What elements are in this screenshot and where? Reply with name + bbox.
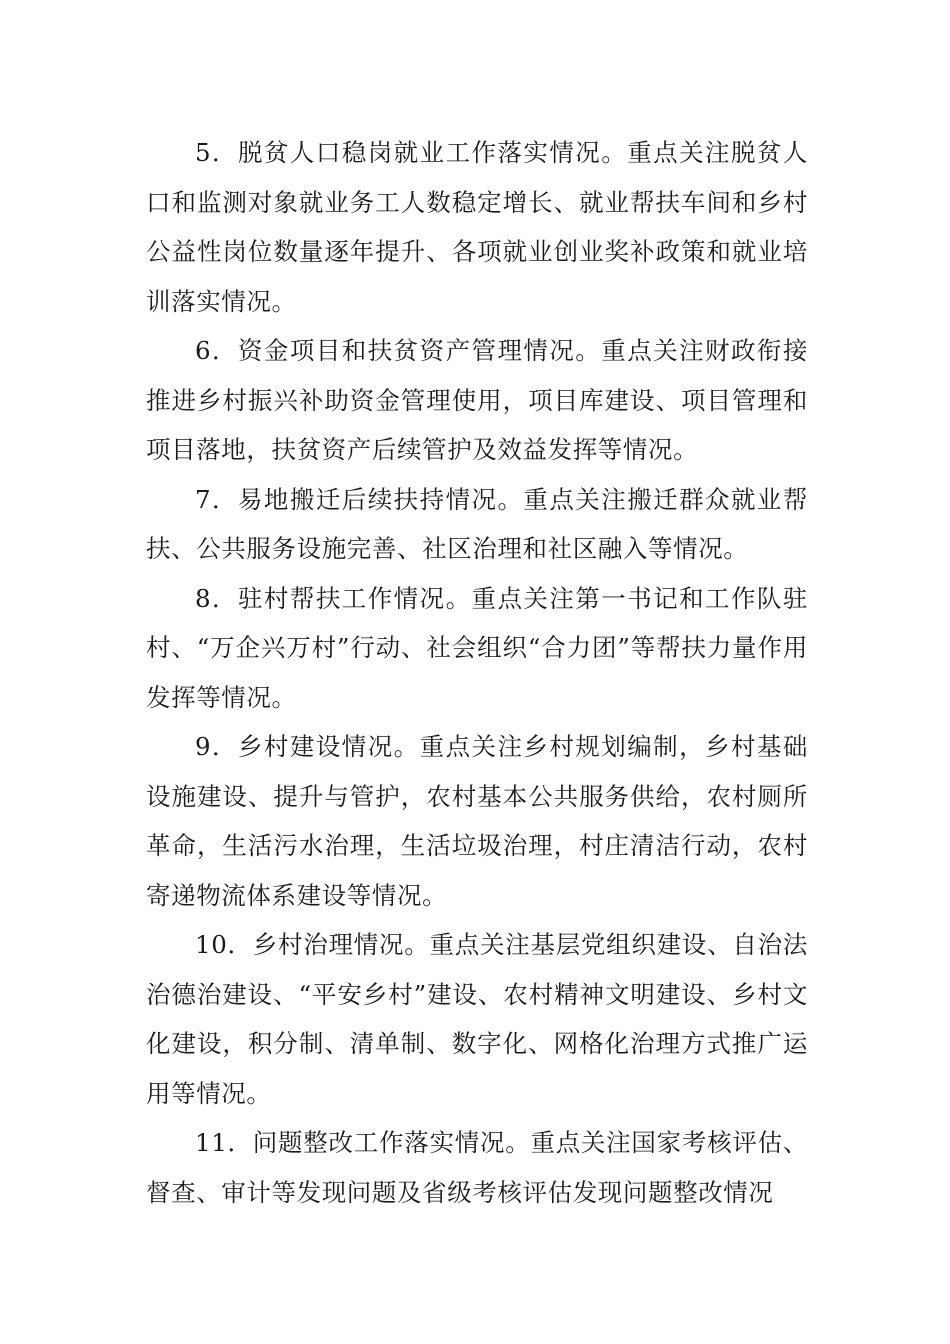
paragraph-item-8: 8．驻村帮扶工作情况。重点关注第一书记和工作队驻村、“万企兴万村”行动、社会组织“合力团”等帮扶力量作用发挥等情况。	[146, 583, 808, 712]
paragraph-item-7: 7．易地搬迁后续扶持情况。重点关注搬迁群众就业帮扶、公共服务设施完善、社区治理和社区融入等情况。	[146, 484, 808, 563]
paragraph-item-5: 5．脱贫人口稳岗就业工作落实情况。重点关注脱贫人口和监测对象就业务工人数稳定增长、就业帮扶车间和乡村公益性岗位数量逐年提升、各项就业创业奖补政策和就业培训落实情况。	[146, 138, 808, 316]
paragraph-item-9: 9．乡村建设情况。重点关注乡村规划编制，乡村基础设施建设、提升与管护，农村基本公共服务供给，农村厕所革命，生活污水治理，生活垃圾治理，村庄清洁行动，农村寄递物流体系建设等情况。	[146, 732, 808, 910]
paragraph-item-6: 6．资金项目和扶贫资产管理情况。重点关注财政衔接推进乡村振兴补助资金管理使用，项目库建设、项目管理和项目落地，扶贫资产后续管护及效益发挥等情况。	[146, 336, 808, 464]
paragraph-item-11: 11．问题整改工作落实情况。重点关注国家考核评估、督查、审计等发现问题及省级考核评估发现问题整改情况	[146, 1128, 808, 1207]
document-body	[146, 128, 808, 1217]
paragraph-item-10: 10．乡村治理情况。重点关注基层党组织建设、自治法治德治建设、“平安乡村”建设、农村精神文明建设、乡村文化建设，积分制、清单制、数字化、网格化治理方式推广运用等情况。	[146, 930, 808, 1108]
